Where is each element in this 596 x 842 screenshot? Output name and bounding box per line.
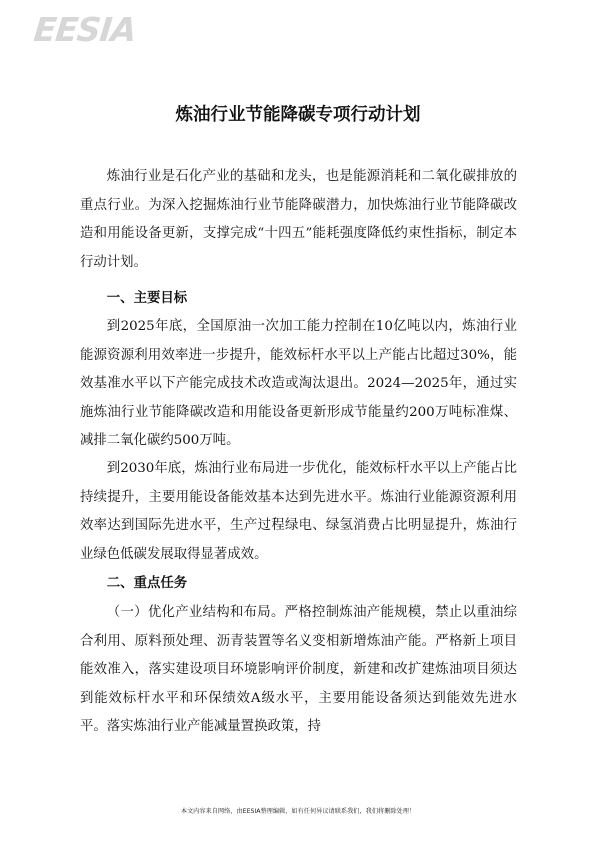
document-title: 炼油行业节能降碳专项行动计划 <box>175 105 421 125</box>
footer-disclaimer: 本文内容来自网络，由EESIA整理编辑，如有任何异议请联系我们，我们将删除处理！ <box>180 808 416 815</box>
intro-paragraph: 炼油行业是石化产业的基础和龙头，也是能源消耗和二氧化碳排放的重点行业。为深入挖掘炼油行业节能降碳潜力，加快炼油行业节能降碳改造和用能设备更新，支撑完成“十四五”能耗强度降低约束性指标，制定本行动计划。 <box>80 169 517 270</box>
goals-paragraph-2030: 到2030年底，炼油行业布局进一步优化，能效标杆水平以上产能占比持续提升，主要用能设备能效基本达到先进水平。炼油行业能源资源利用效率达到国际先进水平，生产过程绿电、绿氢消费占比明显提升，炼油行业绿色低碳发展取得显著成效。 <box>80 461 517 562</box>
section-heading-goals: 一、主要目标 <box>106 291 188 306</box>
goals-paragraph-2025: 到2025年底，全国原油一次加工能力控制在10亿吨以内，炼油行业能源资源利用效率进一步提升，能效标杆水平以上产能占比超过30%，能效基准水平以下产能完成技术改造或淘汰退出。2024—2025年，通过实施炼油行业节能降碳改造和用能设备更新形成节能量约200万吨标准煤、减排二氧化碳约500万吨。 <box>80 319 517 448</box>
eesia-logo: EESIA <box>31 10 138 49</box>
tasks-paragraph-1: （一）优化产业结构和布局。严格控制炼油产能规模，禁止以重油综合利用、原料预处理、沥青装置等名义变相新增炼油产能。严格新上项目能效准入，落实建设项目环境影响评价制度，新建和改扩建炼油项目须达到能效标杆水平和环保绩效A级水平，主要用能设备须达到能效先进水平。落实炼油行业产能减量置换政策，持 <box>80 605 517 734</box>
section-heading-tasks: 二、重点任务 <box>106 576 188 591</box>
